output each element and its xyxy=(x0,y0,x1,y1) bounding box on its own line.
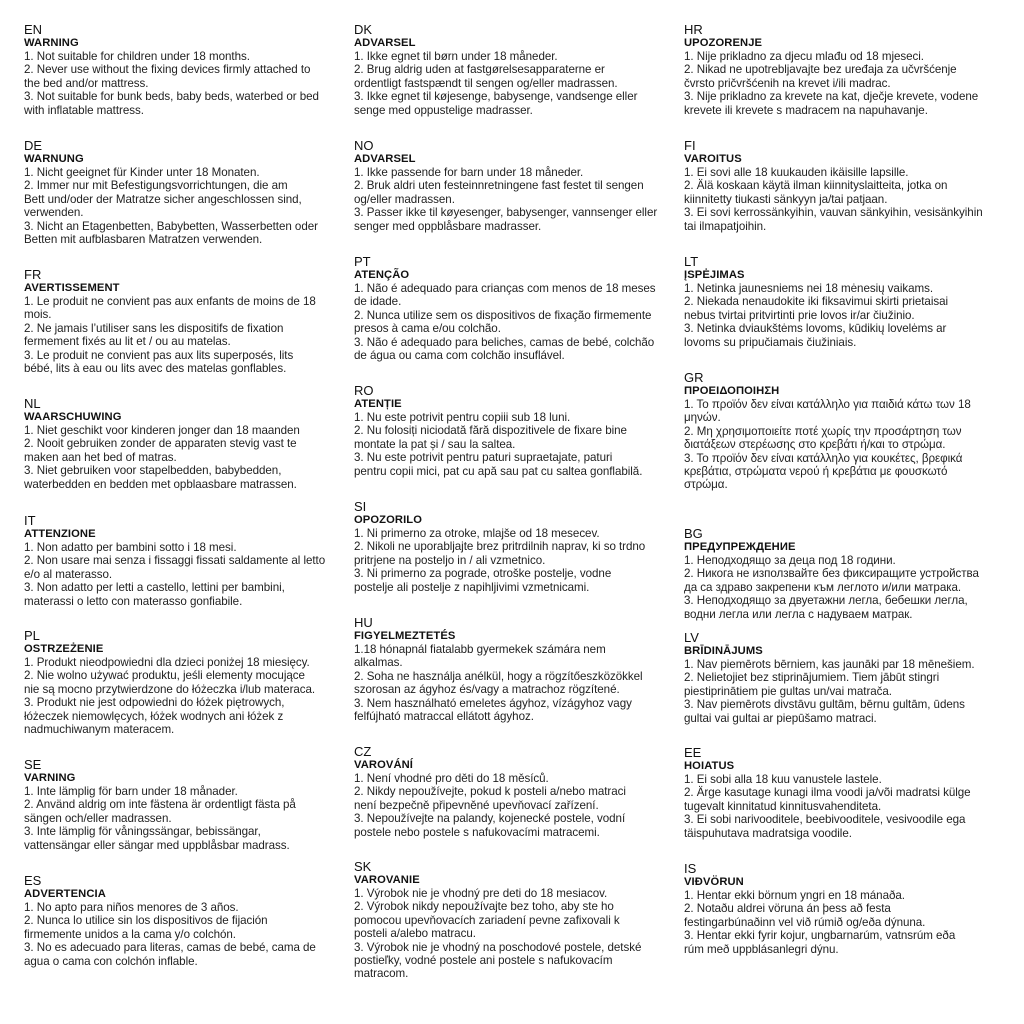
warning-text-line: 3. No es adecuado para literas, camas de bebé, cama de xyxy=(24,941,316,955)
warning-heading: ĮSPĖJIMAS xyxy=(684,269,745,281)
warning-text-line: 3. Ni primerno za pograde, otroške postelje, vodne xyxy=(354,567,612,581)
warning-text-line: 2. Soha ne használja anélkül, hogy a rögzítőeszközökkel xyxy=(354,669,643,683)
warning-text-line: 1. Not suitable for children under 18 months. xyxy=(24,50,250,63)
warning-heading: AVERTISSEMENT xyxy=(24,282,120,294)
warning-text-line: 2. Μη χρησιμοποιείτε ποτέ χωρίς την προσάρτηση των xyxy=(684,424,962,438)
warning-text-line: 1. Nav piemērots bērniem, kas jaunāki par 18 mēnešiem. xyxy=(684,658,975,671)
warning-text-line: fermement fixés au lit et / ou au matelas. xyxy=(24,335,231,349)
warning-text-line: 3. Неподходящо за двуетажни легла, бебешки легла, xyxy=(684,594,968,608)
warning-text-line: szorosan az ágyhoz és/vagy a matrachoz rögzítené. xyxy=(354,683,620,697)
warning-text-line: pentru copii mici, pat cu apă sau pat cu saltea gonflabilă. xyxy=(354,464,643,478)
language-code: LT xyxy=(684,254,699,269)
warning-text-line: 1. Inte lämplig för barn under 18 månader. xyxy=(24,785,238,798)
warning-text-line: 1. Není vhodné pro děti do 18 měsíců. xyxy=(354,772,549,785)
warning-text-line: maken aan het bed of matras. xyxy=(24,450,177,464)
warning-text-line: 3. Not suitable for bunk beds, baby beds, waterbed or bed xyxy=(24,90,319,104)
warning-text-line: μηνών. xyxy=(684,411,721,425)
language-code: LV xyxy=(684,630,699,645)
language-code: FR xyxy=(24,267,42,282)
warning-text-line: στρώμα. xyxy=(684,478,728,492)
warning-text-line: ordentligt fastspændt til sengen og/eller madrassen. xyxy=(354,76,618,90)
warning-text-line: 1. Το προϊόν δεν είναι κατάλληλο για παιδιά κάτω των 18 xyxy=(684,398,971,411)
warning-section-dk xyxy=(354,22,637,117)
warning-section-pl xyxy=(24,628,315,736)
warning-heading: WARNUNG xyxy=(24,153,84,165)
warning-heading: WARNING xyxy=(24,37,79,49)
warning-text-line: 2. Brug aldrig uden at fastgørelsesapparaterne er xyxy=(354,63,605,77)
warning-text-line: the bed and/or mattress. xyxy=(24,76,149,90)
warning-heading: ΠΡΟΕΙΔΟΠΟΙΗΣΗ xyxy=(684,385,780,397)
language-code: BG xyxy=(684,526,703,541)
warning-section-pt xyxy=(354,254,656,362)
warning-text-line: 2. Nie wolno używać produktu, jeśli elementy mocujące xyxy=(24,669,305,683)
warning-text-line: matracom. xyxy=(354,967,409,981)
warning-section-gr xyxy=(684,370,971,492)
warning-text-line: og/eller madrassen. xyxy=(354,192,455,206)
warning-heading: VARNING xyxy=(24,772,76,784)
warning-text-line: montate la pat și / sau la saltea. xyxy=(354,437,516,451)
warning-text-line: tai ilmapatjoihin. xyxy=(684,219,767,233)
warning-text-line: piestiprinātiem pie gultas un/vai matrača. xyxy=(684,684,892,698)
warning-text-line: 3. Não é adequado para beliches, camas de bebé, colchão xyxy=(354,335,655,349)
warning-text-line: kiinnitetty tiukasti sänkyyn ja/tai patjaan. xyxy=(684,192,888,206)
language-code: FI xyxy=(684,138,696,153)
warning-text-line: 1. Ikke passende for barn under 18 måneder. xyxy=(354,166,584,179)
warning-heading: BRĪDINĀJUMS xyxy=(684,645,763,657)
warning-section-lv xyxy=(684,630,975,725)
warning-text-line: 3. Produkt nie jest odpowiedni do łóżek piętrowych, xyxy=(24,696,285,710)
warning-text-line: postele nebo postele s nafukovacími matracemi. xyxy=(354,825,600,839)
warning-text-line: nebus tvirtai pritvirtinti prie lovos ir/ar čiužinio. xyxy=(684,308,915,322)
warning-heading: VAROITUS xyxy=(684,153,742,165)
warning-text-line: tugevalt kinnitatud kinnitusvahenditeta. xyxy=(684,799,882,813)
warning-text-line: rúm með uppblásanlegri dýnu. xyxy=(684,942,839,956)
warning-section-si xyxy=(354,499,645,594)
warning-text-line: да са здраво закрепени към леглото и/или матрака. xyxy=(684,580,962,594)
warning-text-line: senger med oppblåsbare madrasser. xyxy=(354,219,542,233)
language-code: IS xyxy=(684,861,697,876)
warning-heading: HOIATUS xyxy=(684,760,735,772)
warning-heading: ATTENZIONE xyxy=(24,528,96,540)
warning-text-line: Bett und/oder der Matratze sicher angeschlossen sind, xyxy=(24,192,302,206)
warning-text-line: felfújható matraccal ellátott ágyhoz. xyxy=(354,710,534,724)
warning-text-line: 3. Nu este potrivit pentru paturi supraetajate, paturi xyxy=(354,451,613,465)
column xyxy=(684,0,1014,1024)
warning-section-sk xyxy=(354,859,641,981)
warning-text-line: de idade. xyxy=(354,295,402,309)
language-code: HU xyxy=(354,615,373,630)
warning-text-line: 3. Hentar ekki fyrir kojur, ungbarnarúm, vatnsrúm eða xyxy=(684,929,956,943)
warning-text-line: 2. Älä koskaan käytä ilman kiinnityslaitteita, jotka on xyxy=(684,179,948,193)
warning-text-line: 1. Ei sovi alle 18 kuukauden ikäisille lapsille. xyxy=(684,166,909,179)
warning-section-de xyxy=(24,138,318,246)
warning-text-line: 2. Non usare mai senza i fissaggi fissati saldamente al letto xyxy=(24,554,326,568)
warning-section-hu xyxy=(354,615,643,723)
warning-text-line: 3. Non adatto per letti a castello, lettini per bambini, xyxy=(24,581,285,595)
warning-section-hr xyxy=(684,22,978,117)
warning-text-line: čvrsto pričvršćenih na krevet i/ili madrac. xyxy=(684,76,891,90)
warning-text-line: festingarbúnaðinn vel við rúmið og/eða dýnuna. xyxy=(684,915,926,929)
warning-text-line: 3. Passer ikke til køyesenger, babysenger, vannsenger eller xyxy=(354,206,658,220)
warning-text-line: pomocou upevňovacích zariadení pevne zafixovali k xyxy=(354,913,620,927)
warning-text-line: 2. Nelietojiet bez stiprinājumiem. Tiem jābūt stingri xyxy=(684,671,940,685)
warning-text-line: pritrjene na posteljo in / ali vzmetnico. xyxy=(354,553,546,567)
warning-text-line: 1. Não é adequado para crianças com menos de 18 meses xyxy=(354,282,656,295)
warning-section-ee xyxy=(684,745,971,840)
warning-text-line: 3. Το προϊόν δεν είναι κατάλληλο για κουκέτες, βρεφικά xyxy=(684,451,963,465)
warning-heading: VAROVÁNÍ xyxy=(354,759,414,771)
warning-text-line: 1. Ei sobi alla 18 kuu vanustele lastele. xyxy=(684,773,882,786)
warning-text-line: 2. Nikdy nepoužívejte, pokud k posteli a/nebo matraci xyxy=(354,785,626,799)
warning-text-line: 1. Ikke egnet til børn under 18 måneder. xyxy=(354,50,558,63)
warning-text-line: 2. Notaðu aldrei vöruna án þess að festa xyxy=(684,902,891,916)
language-code: ES xyxy=(24,873,42,888)
warning-text-line: 1. Niet geschikt voor kinderen jonger dan 18 maanden xyxy=(24,424,300,437)
language-code: NL xyxy=(24,396,41,411)
warning-heading: ADVERTENCIA xyxy=(24,888,106,900)
warning-text-line: gultai vai gultai ar piepūšamo matraci. xyxy=(684,711,877,725)
warning-text-line: водни легла или легла с надуваем матрак. xyxy=(684,607,913,621)
warning-text-line: 1. Nije prikladno za djecu mlađu od 18 mjeseci. xyxy=(684,50,924,63)
warning-heading: ATENÇÃO xyxy=(354,269,410,281)
warning-heading: ПРЕДУПРЕЖДЕНИЕ xyxy=(684,541,796,553)
warning-text-line: 2. Výrobok nikdy nepoužívajte bez toho, aby ste ho xyxy=(354,900,614,914)
warning-text-line: postelje ali postelje z napihljivimi vzmetnicami. xyxy=(354,580,590,594)
warning-text-line: 2. Niekada nenaudokite iki fiksavimui skirti prietaisai xyxy=(684,295,949,309)
warning-text-line: senge med oppustelige madrasser. xyxy=(354,103,533,117)
warning-text-line: bébé, lits à eau ou lits avec des matelas gonflables. xyxy=(24,362,287,376)
warning-text-line: 2. Nooit gebruiken zonder de apparaten stevig vast te xyxy=(24,437,297,451)
warning-text-line: 1. Nicht geeignet für Kinder unter 18 Monaten. xyxy=(24,166,260,179)
warning-text-line: 3. Netinka dviaukštėms lovoms, kūdikių lovelėms ar xyxy=(684,322,947,336)
warning-section-it xyxy=(24,513,325,608)
language-code: SE xyxy=(24,757,42,772)
language-code: DE xyxy=(24,138,43,153)
warning-text-line: 2. Nunca lo utilice sin los dispositivos de fijación xyxy=(24,914,268,928)
warning-text-line: není bezpečně připevněné upevňovací zařízení. xyxy=(354,798,599,812)
warning-text-line: 2. Never use without the fixing devices firmly attached to xyxy=(24,63,311,77)
language-code: HR xyxy=(684,22,703,37)
warning-text-line: 3. Nepoužívejte na palandy, kojenecké postele, vodní xyxy=(354,812,626,826)
language-code: DK xyxy=(354,22,373,37)
warning-text-line: κρεβάτια, στρώματα νερού ή κρεβάτια με φουσκωτό xyxy=(684,465,948,479)
warning-text-line: alkalmas. xyxy=(354,656,403,670)
warning-text-line: e/o al materasso. xyxy=(24,567,113,581)
warning-text-line: 2. Bruk aldri uten festeinnretningene fast festet til sengen xyxy=(354,179,644,193)
warning-text-line: vattensängar eller sängar med uppblåsbar madrass. xyxy=(24,838,290,852)
warning-heading: ADVARSEL xyxy=(354,153,416,165)
warning-heading: OSTRZEŻENIE xyxy=(24,643,104,655)
warning-text-line: διατάξεων στερέωσης στο κρεβάτι ή/και το στρώμα. xyxy=(684,438,946,452)
warning-text-line: łóżeczek niemowlęcych, łóżek wodnych ani łóżek z xyxy=(24,709,284,723)
warning-text-line: 3. Nije prikladno za krevete na kat, dječje krevete, vodene xyxy=(684,90,979,104)
warning-text-line: nie są mocno przytwierdzone do łóżeczka i/lub materaca. xyxy=(24,682,316,696)
warning-text-line: 3. Nav piemērots divstāvu gultām, bērnu gultām, ūdens xyxy=(684,698,965,712)
warning-text-line: 1. Nu este potrivit pentru copiii sub 18 luni. xyxy=(354,411,571,424)
language-code: RO xyxy=(354,383,374,398)
language-code: NO xyxy=(354,138,374,153)
warning-text-line: agua o cama con colchón inflable. xyxy=(24,954,198,968)
warning-text-line: sängen och/eller madrassen. xyxy=(24,811,172,825)
warning-section-cz xyxy=(354,744,626,839)
warning-text-line: 1. Produkt nieodpowiedni dla dzieci poniżej 18 miesięcy. xyxy=(24,656,310,669)
warning-heading: WAARSCHUWING xyxy=(24,411,122,423)
warning-text-line: 3. Ei sovi kerrossänkyihin, vauvan sänkyihin, vesisänkyihin xyxy=(684,206,983,220)
warning-text-line: 3. Le produit ne convient pas aux lits superposés, lits xyxy=(24,348,294,362)
language-code: EE xyxy=(684,745,702,760)
warning-section-fi xyxy=(684,138,983,233)
warning-text-line: postieľky, vodné postele ani postele s nafukovacím xyxy=(354,954,613,968)
warning-text-line: 2. Nikad ne upotrebljavajte bez uređaja za učvršćenje xyxy=(684,63,957,77)
language-code: EN xyxy=(24,22,43,37)
warning-text-line: 1. Le produit ne convient pas aux enfants de moins de 18 xyxy=(24,295,316,308)
warning-text-line: täispuhutava madratsiga voodile. xyxy=(684,826,852,840)
warning-section-bg xyxy=(684,526,979,621)
warning-heading: VAROVANIE xyxy=(354,874,420,886)
warning-text-line: materassi o letto con materasso gonfiabile. xyxy=(24,594,243,608)
warning-text-line: nadmuchiwanym materacem. xyxy=(24,723,175,737)
warning-text-line: lovoms su pripučiamais čiužiniais. xyxy=(684,335,857,349)
column xyxy=(354,0,684,1024)
warning-heading: VIÐVÖRUN xyxy=(684,876,744,888)
warning-text-line: 3. Nem használható emeletes ágyhoz, vízágyhoz vagy xyxy=(354,696,632,710)
warning-text-line: 2. Nu folosiți niciodată fără dispozitivele de fixare bine xyxy=(354,424,627,438)
warning-text-line: 2. Nunca utilize sem os dispositivos de fixação firmemente xyxy=(354,308,652,322)
warning-text-line: 1. Netinka jaunesniems nei 18 mėnesių vaikams. xyxy=(684,282,934,295)
warning-text-line: 1. Ni primerno za otroke, mlajše od 18 mesecev. xyxy=(354,527,600,540)
warning-heading: FIGYELMEZTETÉS xyxy=(354,630,456,642)
warning-section-es xyxy=(24,873,316,968)
warning-text-line: 3. Výrobok nie je vhodný na poschodové postele, detské xyxy=(354,940,642,954)
warning-section-en xyxy=(24,22,319,117)
warning-text-line: 3. Niet gebruiken voor stapelbedden, babybedden, xyxy=(24,464,282,478)
warning-text-line: Betten mit aufblasbaren Matratzen verwenden. xyxy=(24,233,263,247)
language-code: CZ xyxy=(354,744,372,759)
warning-heading: OPOZORILO xyxy=(354,514,423,526)
warning-text-line: 3. Ei sobi narivooditele, beebivooditele, vesivoodile ega xyxy=(684,813,966,827)
warning-text-line: 1. No apto para niños menores de 3 años. xyxy=(24,901,239,914)
warning-text-line: waterbedden en bedden met opblaasbare matrassen. xyxy=(24,477,297,491)
warning-text-line: 2. Никога не използвайте без фиксиращите устройства xyxy=(684,567,979,581)
language-code: PL xyxy=(24,628,40,643)
warning-text-line: mois. xyxy=(24,308,52,322)
warning-text-line: krevete ili krevete s madracem na napuhavanje. xyxy=(684,103,928,117)
warning-heading: ADVARSEL xyxy=(354,37,416,49)
warning-text-line: 2. Ärge kasutage kunagi ilma voodi ja/või madratsi külge xyxy=(684,786,971,800)
warning-heading: UPOZORENJE xyxy=(684,37,763,49)
warning-text-line: 3. Nicht an Etagenbetten, Babybetten, Wasserbetten oder xyxy=(24,219,318,233)
language-code: IT xyxy=(24,513,36,528)
warning-text-line: presos à cama e/ou colchão. xyxy=(354,322,501,336)
warning-section-no xyxy=(354,138,657,233)
warning-heading: ATENȚIE xyxy=(354,398,402,410)
warning-text-line: de água ou cama com colchão insuflável. xyxy=(354,349,565,363)
warning-text-line: 1. Hentar ekki börnum yngri en 18 mánaða. xyxy=(684,889,905,902)
warning-text-line: 1. Non adatto per bambini sotto i 18 mesi. xyxy=(24,541,237,554)
warning-text-line: 3. Ikke egnet til køjesenge, babysenge, vandsenge eller xyxy=(354,90,638,104)
warning-section-ro xyxy=(354,383,642,478)
warning-text-line: 2. Använd aldrig om inte fästena är ordentligt fästa på xyxy=(24,798,296,812)
warning-section-fr xyxy=(24,267,316,375)
language-code: PT xyxy=(354,254,371,269)
warning-text-line: verwenden. xyxy=(24,206,84,220)
warning-section-se xyxy=(24,757,296,852)
warning-text-line: 2. Ne jamais l’utiliser sans les dispositifs de fixation xyxy=(24,321,284,335)
warning-text-line: 2. Immer nur mit Befestigungsvorrichtungen, die am xyxy=(24,179,288,193)
warning-section-is xyxy=(684,861,955,956)
warning-text-line: 1. Неподходящо за деца под 18 години. xyxy=(684,554,896,567)
warning-text-line: 1. Výrobok nie je vhodný pre deti do 18 mesiacov. xyxy=(354,887,608,900)
warning-section-nl xyxy=(24,396,300,491)
warning-text-line: 1.18 hónapnál fiatalabb gyermekek számára nem xyxy=(354,643,606,656)
language-code: GR xyxy=(684,370,704,385)
warning-text-line: firmemente unidos a la cama y/o colchón. xyxy=(24,927,236,941)
warning-text-line: with inflatable mattress. xyxy=(24,103,144,117)
warning-text-line: posteli a/alebo matracu. xyxy=(354,927,476,941)
column xyxy=(24,0,354,1024)
language-code: SI xyxy=(354,499,367,514)
language-code: SK xyxy=(354,859,372,874)
warning-text-line: 2. Nikoli ne uporabljajte brez pritrdilnih naprav, ki so trdno xyxy=(354,540,646,554)
warning-text-line: 3. Inte lämplig för våningssängar, bebissängar, xyxy=(24,825,261,839)
warning-section-lt xyxy=(684,254,948,349)
